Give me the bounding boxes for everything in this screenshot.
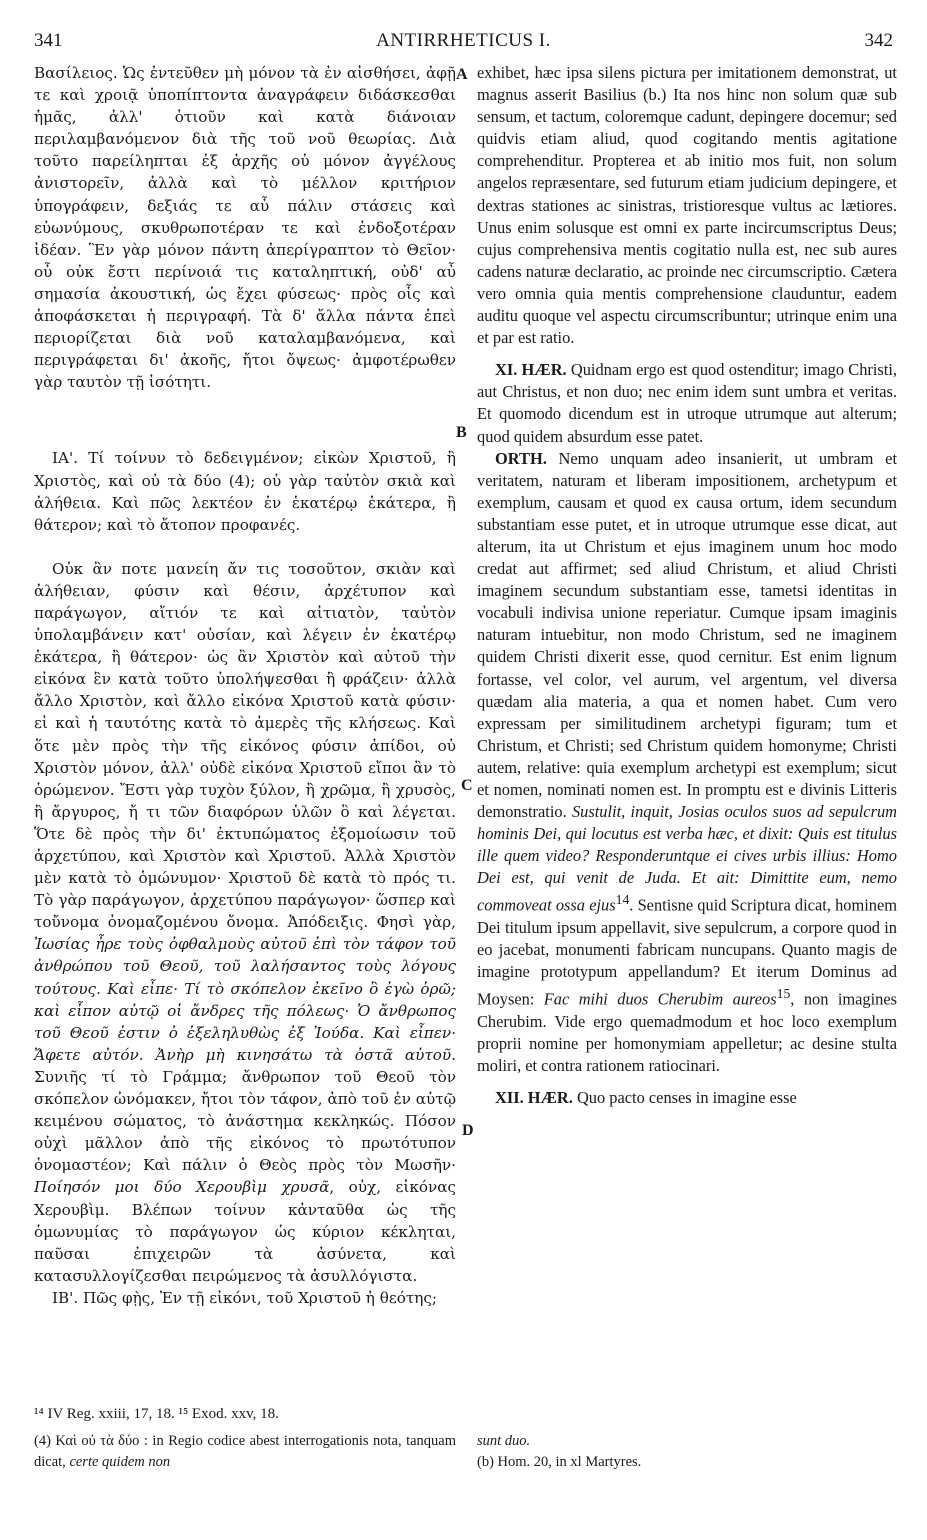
page-number-right: 342	[864, 30, 893, 51]
greek-column	[34, 62, 456, 1309]
greek-paragraph-2	[34, 558, 456, 1287]
latin-p2-part-c: , non imagines Cherubim. Vide ergo quemadmodum et hoc loco exemplum proprii nomine per homonymiam appelletur; ac desine stulta moliri, et contra rationem ratiocinari.	[477, 989, 897, 1076]
footnote-4-continued	[477, 1431, 897, 1452]
greek-quote-cherubim: Ποίησόν μοι δύο Χερουβὶμ χρυσᾶ	[34, 1178, 330, 1197]
running-header	[34, 30, 893, 56]
latin-paragraph-1: exhibet, hæc ipsa silens pictura per imitationem demonstrat, ut magnus asserit Basilius (b.) Ita nos hinc non solum quæ sub sensum, et tactum, coloremque cadunt, depingere docemur; sed quidvis etiam aliud, quod cogitando mentis agitatione comprehenditur. Propterea et ab initio mos fuit, non solum angelos repræsentare, sed futurum etiam judicium depingere, et dextras stationes ac sinistras, tristioresque vultus ac lætiores. Unus enim solusque est omni ex parte incircumscriptus Deus; cujus comprehensiva mentis cogitatio nulla est, nec sub aures cadens naturæ declaratio, ac proinde nec circumscriptio. Cætera vero omnia quia mentis comprehensione clauduntur, eadem auditu quoque vel aspectu circumscribuntur; utrinque enim una et par est ratio.	[477, 63, 897, 348]
margin-letter-b: B	[456, 424, 467, 441]
greek-p2-part-b: Συνιῆς τί τὸ Γράμμα; ἄνθρωπον τοῦ Θεοῦ τὸν σκόπελον ὠνόμακεν, ἤτοι τὸν τάφον, ἀπὸ τοῦ ἐν αὐτῷ κειμένου σώματος, τὸ ἀνάστημα κεκληκώς. Πόσον οὐχὶ μᾶλλον ἀπὸ τῆς εἰκόνος τὸ πρωτότυπον ὀνομαστέον; Καὶ πάλιν ὁ Θεὸς πρὸς τὸν Μωσῆν·	[34, 1067, 456, 1175]
footnotes-left	[34, 1404, 456, 1473]
greek-p2-part-a: Οὐκ ἂν ποτε μανείη ἄν τις τοσοῦτον, σκιὰν καὶ ἀλήθειαν, φύσιν καὶ θέσιν, ἀρχέτυπον καὶ παράγωγον, αἴτιόν τε καὶ αἰτιατὸν, ταὐτὸν ὑπολαμβάνειν κατ' οὐσίαν, καὶ λέγειν ἐν ἑκατέρῳ ἑκάτερα, ἢ θάτερον· ὡς ἂν Χριστὸν καὶ αὐτοῦ τὴν εἰκόνα ἓν κατὰ τοῦτο ὑπολήψεσθαι ἢ φράζειν· ἀλλὰ ἄλλο Χριστὸν, καὶ ἄλλο εἰκόνα Χριστοῦ κατὰ φύσιν· εἰ καὶ ἡ ταυτότης κατὰ τὸ ἀμερὲς τῆς κλήσεως. Καὶ ὅτε μὲν πρὸς τὴν τῆς εἰκόνος φύσιν ἀπίδοι, οὐ Χριστὸν μόνον, ἀλλ' οὐδὲ εἰκόνα Χριστοῦ εἴποι ἂν τὸ ὁρώμενον. Ἔστι γὰρ τυχὸν ξύλον, ἢ χρῶμα, ἢ χρυσὸς, ἢ ἄργυρος, ἤ τι τῶν διαφόρων ὑλῶν ὃ καὶ λέγεται. Ὅτε δὲ πρὸς τὴν δι' ἐκτυπώματος ἐξομοίωσιν τοῦ ἀρχετύπου, καὶ Χριστὸν καὶ Χριστοῦ. Ἀλλὰ Χριστὸν μὲν κατὰ τὸ ὁμώνυμον· Χριστοῦ δὲ κατὰ τὸ πρός τι. Τὸ γὰρ παράγωγον, ἀρχετύπου παράγωγον· ὥσπερ καὶ τοὔνομα ὀνομαζομένου ὄνομα. Ἀπόδειξις. Φησὶ γὰρ,	[34, 559, 456, 932]
latin-heading-12	[477, 1087, 897, 1109]
latin-paragraph-2	[477, 448, 897, 1078]
running-title: ANTIRRHETICUS I.	[376, 30, 551, 51]
latin-heading-12-text: Quo pacto censes in imagine esse	[572, 1088, 797, 1108]
spacer	[34, 393, 456, 447]
latin-heading-11-text: Quidnam ergo est quod ostenditur; imago Christi, aut Christus, et non duo; nec enim idem sunt umbra et veritas. Et quomodo dicendum est in utroque utrumque aut alterum; quod quidem absurdum esse patet.	[477, 360, 897, 446]
latin-quote-josias: Sustulit, inquit, Josias oculos suos ad sepulcrum hominis Dei, qui locutus est verba hæc, et dixit: Quis est titulus ille quem video? Responderuntque ei cives urbis illius: Homo Dei est, qui venit de Juda. Et ait: Dimittite eum, nemo commoveat ossa ejus	[477, 802, 897, 915]
latin-heading-11-label: XI. HÆR.	[495, 360, 567, 380]
greek-heading-12: ΙΒ'. Πῶς φῂς, Ἐν τῇ εἰκόνι, τοῦ Χριστοῦ ἡ θεότης;	[52, 1288, 437, 1307]
spacer	[477, 349, 897, 359]
latin-orth-label: ORTH.	[495, 448, 547, 468]
footnote-b: (b) Hom. 20, in xl Martyres.	[477, 1454, 642, 1470]
margin-letter-d: D	[462, 1122, 474, 1139]
footnote-4-text: (4) Καὶ οὐ τὰ δύο : in Regio codice abest interrogationis nota, tanquam dicat,	[34, 1433, 456, 1470]
latin-p2-part-a: Nemo unquam adeo insanierit, ut umbram et veritatem, naturam et liberam impositionem, archetypum et exemplum, causam et quod ex causa ortum, idem secundum substantiam esse putet, et in utroque utrumque esse dicat, aut alterum, ita ut Christum et ejus imaginem unum hoc modo credat aut affirmet; sed aliud Christum, et aliud Christi imaginem secundum substantiam esse, tametsi identitas in vocabuli indivisa unione reperiatur. Cumque ipsam imaginis naturam intuebitur, non modo Christum, sed ne imaginem quidem Christi dixerit esse, quod cernitur. Est enim lignum fortasse, vel color, vel aurum, vel argentum, vel diversa quædam alia materia, a qua et nomen habet. Cum vero expressam per similitudinem archetypi figuram; tum et Christum, et Christi; sed Christum quidem homonyme; Christi autem, relative: quia exemplum archetypi est exemplum; sicut et nomen, nominati nomen est. In promptu est e divinis Litteris demonstratio.	[477, 448, 897, 822]
latin-quote-cherubim: Fac mihi duos Cherubim aureos	[543, 989, 777, 1009]
spacer	[34, 536, 456, 558]
footnote-marker-14: 14	[615, 892, 630, 908]
latin-heading-12-label: XII. HÆR.	[495, 1088, 573, 1108]
footnote-4-italic: certe quidem non	[69, 1454, 171, 1470]
spacer	[477, 1077, 897, 1087]
latin-heading-11	[477, 359, 897, 447]
margin-letter-a: A	[456, 66, 468, 83]
latin-column	[477, 62, 897, 1109]
footnote-4	[34, 1431, 456, 1473]
scripture-references: ¹⁴ IV Reg. xxiii, 17, 18. ¹⁵ Exod. xxv, 18.	[34, 1406, 279, 1422]
page-number-left: 341	[34, 30, 63, 51]
greek-quote-josias: Ἰωσίας ἦρε τοὺς ὀφθαλμοὺς αὐτοῦ ἐπὶ τὸν τάφον τοῦ ἀνθρώπου τοῦ Θεοῦ, τοῦ λαλήσαντος τοὺς λόγους τούτους. Καὶ εἶπε· Τί τὸ σκόπελον ἐκεῖνο ὃ ἐγὼ ὁρῶ; καὶ εἶπον αὐτῷ οἱ ἄνδρες τῆς πόλεως· Ὁ ἄνθρωπος τοῦ Θεοῦ ἐστιν ὁ ἐξεληλυθὼς ἐξ Ἰούδα. Καὶ εἶπεν· Ἄφετε αὐτόν. Ἀνὴρ μὴ κινησάτω τὰ ὀστᾶ αὐτοῦ.	[34, 935, 456, 1064]
footnote-4-continued-italic: sunt duo.	[477, 1433, 531, 1449]
footnotes-right	[477, 1431, 897, 1473]
greek-heading-11: ΙΑ'. Τί τοίνυν τὸ δεδειγμένον; εἰκὼν Χριστοῦ, ἢ Χριστὸς, καὶ οὐ τὰ δύο (4); οὐ γὰρ ταὐτὸν σκιὰ καὶ ἀλήθεια. Καὶ πῶς λεκτέον ἐν ἑκατέρῳ ἑκάτερα, ἢ θάτερον; καὶ τὸ ἄτοπον προφανές.	[34, 449, 456, 534]
greek-p2-part-c: , οὐχ, εἰκόνας Χερουβὶμ. Βλέπων τοίνυν κἀνταῦθα ὡς τῆς ὁμωνυμίας τὸ παράγωγον ὡς κύριον κέκληται, παῦσαι ἐπιχειρῶν τὰ ἀσύνετα, καὶ κατασυλλογίζεσθαι πειρώμενος τὰ ἀσυλλόγιστα.	[34, 1178, 456, 1285]
latin-p2-part-b: . Sentisne quid Scriptura dicat, hominem Dei titulum ipsum appellavit, sive sepulcrum, a corpore quod in eo jacebat, monumenti fabricam nuncupans. Quanto magis de imagine prototypum appellandum? Et iterum Dominus ad Moysen:	[477, 895, 898, 1009]
footnote-marker-15: 15	[776, 986, 791, 1002]
margin-letter-c: C	[461, 777, 473, 794]
greek-paragraph-1: Βασίλειος. Ὡς ἐντεῦθεν μὴ μόνον τὰ ἐν αἰσθήσει, ἀφῇ τε καὶ χροιᾷ ὑποπίπτοντα ἀναγράφειν διδάσκεσθαι ἡμᾶς, ἀλλ' ὁτιοῦν καὶ κατὰ διάνοιαν περιλαμβανόμενον διὰ τῆς τοῦ νοῦ θεωρίας. Διὰ τοῦτο παρείληπται ἐξ ἀρχῆς οὐ μόνον ἀγγέλους ἀνιστορεῖν, ἀλλὰ καὶ τὸ μέλλον κριτήριον ὑπογράφειν, δεξιάς τε αὖ πάλιν στάσεις καὶ εὐωνύμους, σκυθρωποτέραν τε καὶ ἐνδοξοτέραν ἰδέαν. Ἓν γὰρ μόνον πάντη ἀπερίγραπτον τὸ Θεῖον· οὗ οὐκ ἔστι περίνοιά τις καταληπτική, οὐδ' αὖ σημασία ἀκουστική, ὡς ἔχει φύσεως· πρὸς οἷς καὶ ἀποφάσκεται ἡ περιγραφή. Τὰ δ' ἄλλα πάντα ἐπεὶ περιορίζεται διὰ νοῦ καταλαμβανόμενα, καὶ περιγράφεται δι' ἀκοῆς, ἤτοι ὄψεως· ἀμφοτέρωθεν γὰρ ταυτὸν τῇ ἰσότητι.	[34, 64, 456, 392]
